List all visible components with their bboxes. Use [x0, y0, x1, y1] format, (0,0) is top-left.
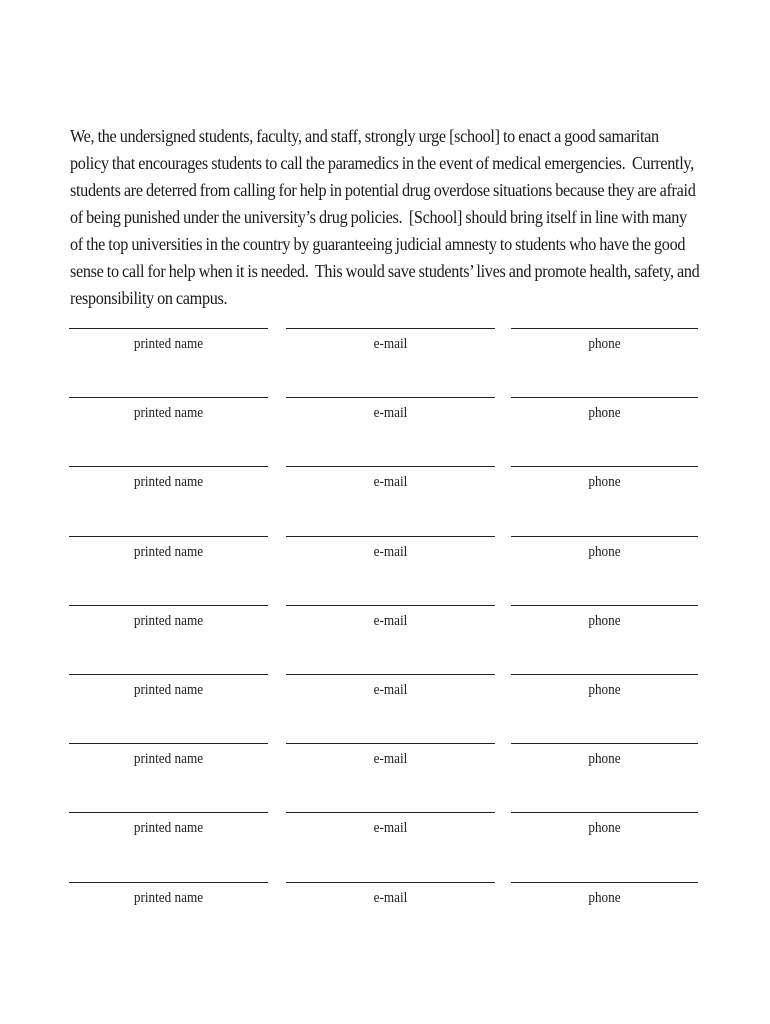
printed-name-line: [69, 328, 268, 329]
phone-field[interactable]: [511, 662, 698, 702]
petition-paragraph: We, the undersigned students, faculty, and staff, strongly urge [school] to enact a good samaritan policy that encourages students to call the paramedics in the event of medical emergencies. Currently, students are deterred from calling for help in potential drug overdose situations because they are afraid of being punished under the university’s drug policies. [School] should bring itself in line with many of the top universities in the country by guaranteeing judicial amnesty to students who have the good sense to call for help when it is needed. This would save students’ lives and promote health, safety, and responsibility on campus.: [70, 126, 700, 308]
signature-row: [0, 662, 770, 731]
email-field[interactable]: [286, 593, 495, 633]
email-label: e-mail: [373, 681, 408, 698]
printed-name-line: [69, 397, 268, 398]
printed-name-field[interactable]: [69, 731, 268, 771]
printed-name-label: printed name: [133, 681, 204, 698]
email-field[interactable]: [286, 316, 495, 356]
printed-name-line: [69, 743, 268, 744]
email-line: [286, 605, 495, 606]
phone-field[interactable]: [511, 385, 698, 425]
email-line: [286, 882, 495, 883]
email-line: [286, 812, 495, 813]
signature-row: [0, 870, 770, 939]
email-line: [286, 536, 495, 537]
signature-rows: [0, 316, 770, 939]
printed-name-field[interactable]: [69, 800, 268, 840]
email-label: e-mail: [373, 474, 408, 491]
signature-row: [0, 731, 770, 800]
signature-row: [0, 385, 770, 454]
phone-field[interactable]: [511, 870, 698, 910]
phone-label: phone: [588, 405, 621, 422]
phone-field[interactable]: [511, 454, 698, 494]
printed-name-field[interactable]: [69, 870, 268, 910]
printed-name-label: printed name: [133, 820, 204, 837]
email-field[interactable]: [286, 800, 495, 840]
phone-field[interactable]: [511, 731, 698, 771]
printed-name-field[interactable]: [69, 385, 268, 425]
email-field[interactable]: [286, 385, 495, 425]
phone-field[interactable]: [511, 800, 698, 840]
phone-line: [511, 605, 698, 606]
printed-name-label: printed name: [133, 474, 204, 491]
phone-field[interactable]: [511, 524, 698, 564]
phone-label: phone: [588, 820, 621, 837]
phone-label: phone: [588, 474, 621, 491]
printed-name-line: [69, 466, 268, 467]
printed-name-label: printed name: [133, 612, 204, 629]
email-field[interactable]: [286, 454, 495, 494]
phone-line: [511, 743, 698, 744]
signature-row: [0, 800, 770, 869]
printed-name-label: printed name: [133, 751, 204, 768]
signature-row: [0, 524, 770, 593]
email-field[interactable]: [286, 731, 495, 771]
printed-name-field[interactable]: [69, 593, 268, 633]
email-field[interactable]: [286, 524, 495, 564]
phone-line: [511, 882, 698, 883]
email-label: e-mail: [373, 543, 408, 560]
printed-name-label: printed name: [133, 543, 204, 560]
email-label: e-mail: [373, 336, 408, 352]
phone-line: [511, 536, 698, 537]
email-line: [286, 743, 495, 744]
printed-name-line: [69, 605, 268, 606]
email-field[interactable]: [286, 870, 495, 910]
email-line: [286, 674, 495, 675]
email-label: e-mail: [373, 405, 408, 422]
printed-name-line: [69, 812, 268, 813]
email-line: [286, 397, 495, 398]
phone-line: [511, 674, 698, 675]
printed-name-line: [69, 674, 268, 675]
printed-name-field[interactable]: [69, 662, 268, 702]
email-field[interactable]: [286, 662, 495, 702]
phone-label: phone: [588, 681, 621, 698]
printed-name-label: printed name: [133, 889, 204, 906]
phone-label: phone: [588, 889, 621, 906]
email-line: [286, 328, 495, 329]
email-line: [286, 466, 495, 467]
email-label: e-mail: [373, 612, 408, 629]
phone-label: phone: [588, 751, 621, 768]
printed-name-line: [69, 536, 268, 537]
phone-field[interactable]: [511, 593, 698, 633]
printed-name-field[interactable]: [69, 524, 268, 564]
email-label: e-mail: [373, 889, 408, 906]
phone-field[interactable]: [511, 316, 698, 356]
printed-name-label: printed name: [133, 405, 204, 422]
signature-row: [0, 316, 770, 385]
phone-label: phone: [588, 543, 621, 560]
email-label: e-mail: [373, 820, 408, 837]
phone-line: [511, 812, 698, 813]
phone-line: [511, 466, 698, 467]
printed-name-field[interactable]: [69, 316, 268, 356]
phone-line: [511, 397, 698, 398]
phone-label: phone: [588, 612, 621, 629]
phone-line: [511, 328, 698, 329]
printed-name-line: [69, 882, 268, 883]
email-label: e-mail: [373, 751, 408, 768]
printed-name-field[interactable]: [69, 454, 268, 494]
printed-name-label: printed name: [133, 336, 204, 352]
phone-label: phone: [588, 336, 621, 352]
signature-row: [0, 593, 770, 662]
signature-row: [0, 454, 770, 523]
